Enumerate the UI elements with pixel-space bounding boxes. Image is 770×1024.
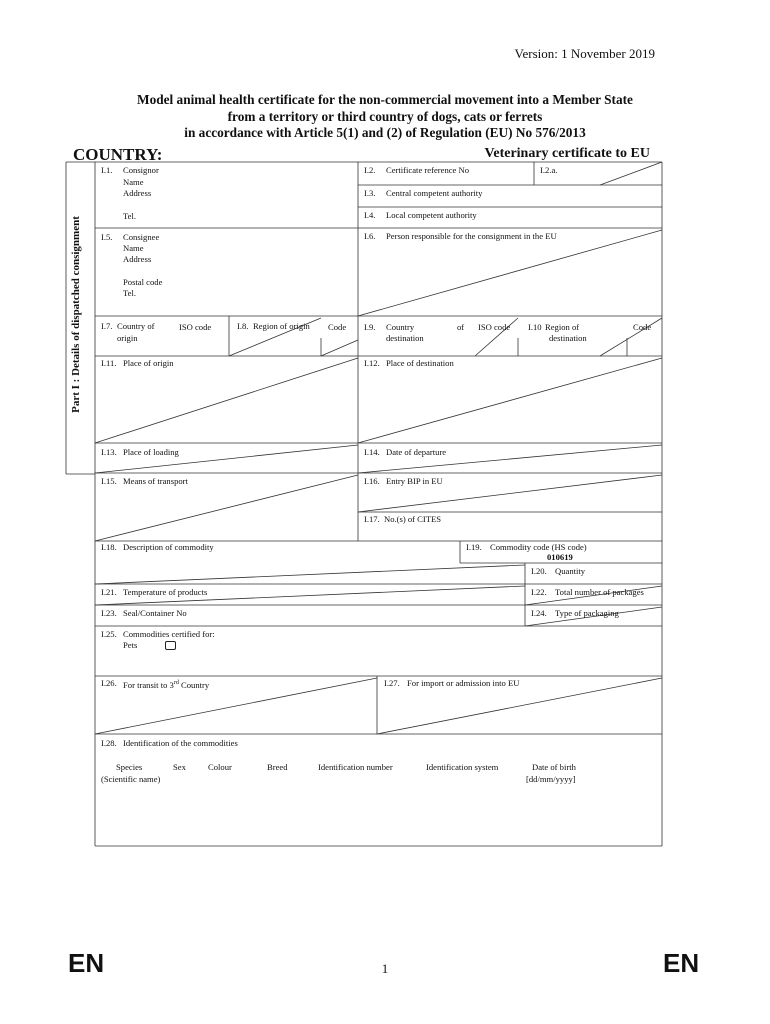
i8-label: Region of origin — [253, 321, 310, 331]
i9-number: I.9. — [364, 322, 376, 332]
i15-number: I.15. — [101, 476, 117, 486]
i21-number: I.21. — [101, 587, 117, 597]
i26-label-post: Country — [178, 679, 210, 690]
i28-col-breed: Breed — [267, 762, 288, 772]
i20-number: I.20. — [531, 566, 547, 576]
i5-tel: Tel. — [123, 288, 136, 298]
i13-number: I.13. — [101, 447, 117, 457]
i11-label: Place of origin — [123, 358, 174, 368]
i28-label: Identification of the commodities — [123, 738, 238, 748]
i24-label: Type of packaging — [555, 608, 619, 618]
i4-number: I.4. — [364, 210, 376, 220]
i6-number: I.6. — [364, 231, 376, 241]
i17-number: I.17. — [364, 514, 380, 524]
title-line-1: Model animal health certificate for the non-commercial movement into a Member State — [137, 92, 633, 107]
i5-consignee: Consignee — [123, 232, 160, 242]
i26-label-pre: For transit to 3 — [123, 679, 174, 690]
i5-name: Name — [123, 243, 144, 253]
i28-col-species-sub: (Scientific name) — [101, 774, 161, 784]
i14-label: Date of departure — [386, 447, 447, 457]
i6-label: Person responsible for the consignment in the EU — [386, 231, 557, 241]
i1-number: I.1. — [101, 165, 113, 175]
part-i-side-label: Part I : Details of dispatched consignment — [70, 216, 82, 413]
title-line-2: from a territory or third country of dogs, cats or ferrets — [227, 108, 543, 124]
i16-label: Entry BIP in EU — [386, 476, 443, 486]
i16-number: I.16. — [364, 476, 380, 486]
i7-label-origin: origin — [117, 333, 138, 343]
i18-number: I.18. — [101, 542, 117, 552]
i5-number: I.5. — [101, 232, 113, 242]
footer-lang-right: EN — [663, 948, 700, 978]
i26-label-sup: rd — [173, 680, 179, 686]
i28-col-sex: Sex — [173, 762, 186, 772]
i19-label: Commodity code (HS code) — [490, 542, 587, 552]
certificate-type: Veterinary certificate to EU — [484, 146, 650, 161]
i20-label: Quantity — [555, 566, 586, 576]
i25-option-pets: Pets — [123, 640, 138, 650]
i28-col-date-of-birth: Date of birth — [532, 762, 576, 772]
i10-number: I.10 — [528, 322, 542, 332]
i11-number: I.11. — [101, 358, 117, 368]
i1-name: Name — [123, 177, 144, 187]
i27-number: I.27. — [384, 678, 400, 688]
i9-label: Country — [386, 322, 415, 332]
i1-tel: Tel. — [123, 211, 136, 221]
version-label: Version: 1 November 2019 — [514, 46, 655, 61]
i8-code: Code — [328, 322, 347, 332]
page-number: 1 — [381, 961, 389, 976]
i23-number: I.23. — [101, 608, 117, 618]
i4-label: Local competent authority — [386, 210, 477, 220]
pets-checkbox[interactable] — [165, 641, 176, 650]
i26-number: I.26. — [101, 678, 117, 688]
i19-number: I.19. — [466, 542, 482, 552]
footer-lang-left: EN — [68, 948, 105, 978]
i10-label: Region of — [545, 322, 580, 332]
i9-of: of — [457, 322, 465, 332]
i1-consignor: Consignor — [123, 165, 159, 175]
i2-label: Certificate reference No — [386, 165, 470, 175]
i12-label: Place of destination — [386, 358, 454, 368]
i5-address: Address — [123, 254, 152, 264]
i3-number: I.3. — [364, 188, 376, 198]
i1-address: Address — [123, 188, 152, 198]
i2a-number: I.2.a. — [540, 165, 558, 175]
i7-number: I.7. — [101, 321, 113, 331]
i28-number: I.28. — [101, 738, 117, 748]
country-label: COUNTRY: — [73, 145, 163, 164]
i15-label: Means of transport — [123, 476, 188, 486]
i27-label: For import or admission into EU — [407, 678, 520, 688]
i25-label: Commodities certified for: — [123, 629, 215, 639]
i22-number: I.22. — [531, 587, 547, 597]
i9-label-destination: destination — [386, 333, 424, 343]
i2-number: I.2. — [364, 165, 376, 175]
i18-label: Description of commodity — [123, 542, 214, 552]
i22-label: Total number of packages — [555, 587, 644, 597]
i23-label: Seal/Container No — [123, 608, 187, 618]
i7-label: Country of — [117, 321, 155, 331]
i9-iso-code: ISO code — [478, 322, 511, 332]
title-line-3: in accordance with Article 5(1) and (2) of Regulation (EU) No 576/2013 — [184, 125, 586, 140]
i21-label: Temperature of products — [123, 587, 208, 597]
i3-label: Central competent authority — [386, 188, 483, 198]
i28-col-date-format: [dd/mm/yyyy] — [526, 774, 576, 784]
i7-iso-code: ISO code — [179, 322, 212, 332]
i13-label: Place of loading — [123, 447, 179, 457]
i14-number: I.14. — [364, 447, 380, 457]
i25-number: I.25. — [101, 629, 117, 639]
i12-number: I.12. — [364, 358, 380, 368]
i17-label: No.(s) of CITES — [384, 514, 442, 524]
i24-number: I.24. — [531, 608, 547, 618]
i28-col-identification-system: Identification system — [426, 762, 499, 772]
i26-label — [123, 678, 209, 691]
i19-commodity-code: 010619 — [547, 552, 573, 562]
i28-col-species: Species — [116, 762, 143, 772]
i8-number: I.8. — [237, 321, 249, 331]
i5-postal-code: Postal code — [123, 277, 163, 287]
i10-code: Code — [633, 322, 652, 332]
i28-col-identification-number: Identification number — [318, 762, 393, 772]
i28-col-colour: Colour — [208, 762, 232, 772]
i10-label-destination: destination — [549, 333, 587, 343]
